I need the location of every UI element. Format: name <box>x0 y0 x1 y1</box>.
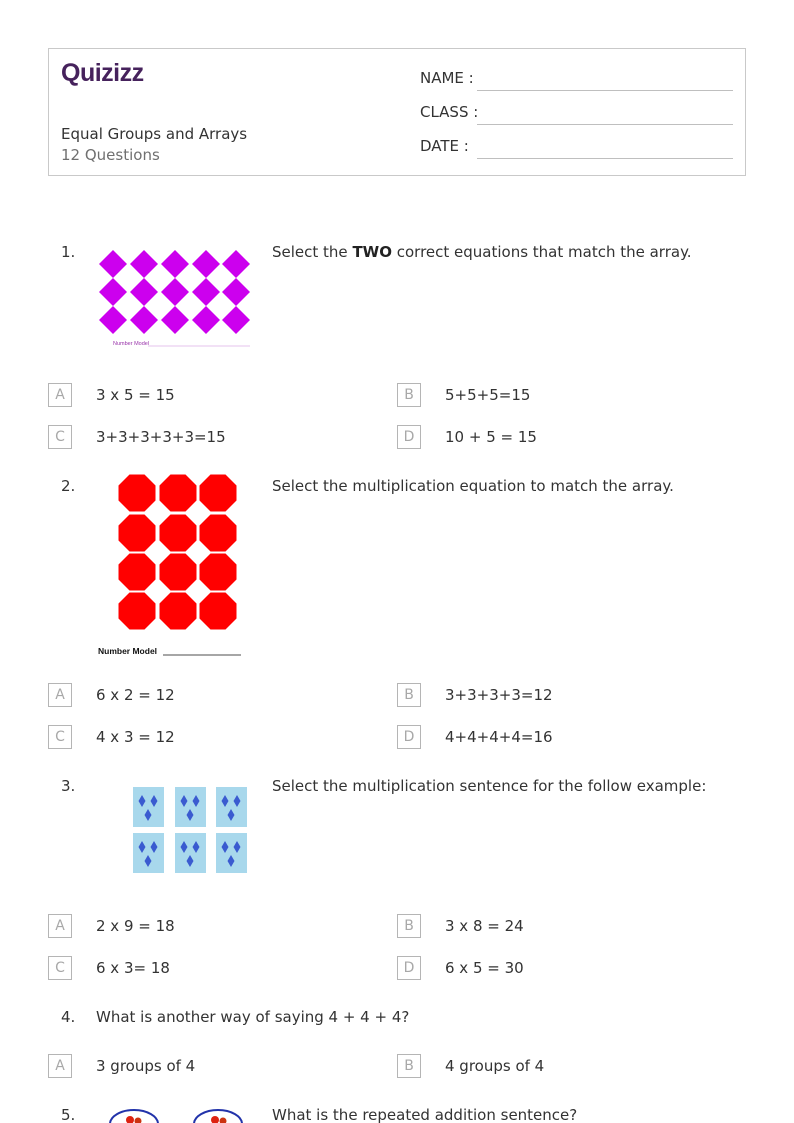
question-5-number: 5. <box>61 1106 76 1123</box>
question-4-option-b-box[interactable]: B <box>397 1054 421 1078</box>
question-2-option-c-box[interactable]: C <box>48 725 72 749</box>
question-2-option-a-box[interactable]: A <box>48 683 72 707</box>
question-2-option-d-box[interactable]: D <box>397 725 421 749</box>
question-3-option-c-box[interactable]: C <box>48 956 72 980</box>
question-2-text: Select the multiplication equation to match the array. <box>272 477 674 495</box>
question-1-image-caption: Number Model <box>113 341 150 347</box>
question-1-number: 1. <box>61 243 76 261</box>
question-3-option-d-box[interactable]: D <box>397 956 421 980</box>
question-3-option-a-text: 2 x 9 = 18 <box>96 917 175 935</box>
question-2-image-caption: Number Model <box>98 646 158 656</box>
question-1-option-c-text: 3+3+3+3+3=15 <box>96 428 226 446</box>
date-line[interactable] <box>477 158 733 159</box>
question-1-text: Select the TWO correct equations that match the array. <box>272 243 692 261</box>
name-label: NAME : <box>420 69 474 87</box>
quizizz-logo: Quizizz <box>61 59 144 87</box>
question-1-diamond-array-image <box>96 246 256 352</box>
name-line[interactable] <box>477 90 733 91</box>
question-2-number: 2. <box>61 477 76 495</box>
question-3-option-b-box[interactable]: B <box>397 914 421 938</box>
question-2-option-b-box[interactable]: B <box>397 683 421 707</box>
question-2-octagon-array-image <box>96 472 246 662</box>
question-1-option-a-box[interactable]: A <box>48 383 72 407</box>
question-1-option-d-text: 10 + 5 = 15 <box>445 428 537 446</box>
question-5-plates-image <box>108 1108 248 1123</box>
question-4-option-a-text: 3 groups of 4 <box>96 1057 196 1075</box>
red-octagon-grid <box>119 475 237 630</box>
question-2-option-d-text: 4+4+4+4=16 <box>445 728 553 746</box>
question-2-option-c-text: 4 x 3 = 12 <box>96 728 175 746</box>
question-3-option-b-text: 3 x 8 = 24 <box>445 917 524 935</box>
question-3-option-a-box[interactable]: A <box>48 914 72 938</box>
class-label: CLASS : <box>420 103 479 121</box>
question-1-option-b-text: 5+5+5=15 <box>445 386 531 404</box>
question-2-option-b-text: 3+3+3+3=12 <box>445 686 553 704</box>
question-1-option-b-box[interactable]: B <box>397 383 421 407</box>
question-2-option-a-text: 6 x 2 = 12 <box>96 686 175 704</box>
question-5-text: What is the repeated addition sentence? <box>272 1106 578 1123</box>
worksheet-header <box>48 48 746 176</box>
question-4-option-b-text: 4 groups of 4 <box>445 1057 545 1075</box>
purple-diamond-grid <box>99 250 250 334</box>
question-4-option-a-box[interactable]: A <box>48 1054 72 1078</box>
question-4-text: What is another way of saying 4 + 4 + 4? <box>96 1008 410 1026</box>
question-3-text: Select the multiplication sentence for the follow example: <box>272 777 707 795</box>
question-1-option-c-box[interactable]: C <box>48 425 72 449</box>
class-line[interactable] <box>477 124 733 125</box>
question-1-option-d-box[interactable]: D <box>397 425 421 449</box>
question-3-option-c-text: 6 x 3= 18 <box>96 959 170 977</box>
question-3-card-array-image <box>130 784 250 878</box>
question-3-option-d-text: 6 x 5 = 30 <box>445 959 524 977</box>
question-count: 12 Questions <box>61 146 160 164</box>
question-1-option-a-text: 3 x 5 = 15 <box>96 386 175 404</box>
question-4-number: 4. <box>61 1008 76 1026</box>
worksheet-title: Equal Groups and Arrays <box>61 125 248 143</box>
blue-card-grid <box>133 787 247 873</box>
question-3-number: 3. <box>61 777 76 795</box>
date-label: DATE : <box>420 137 469 155</box>
